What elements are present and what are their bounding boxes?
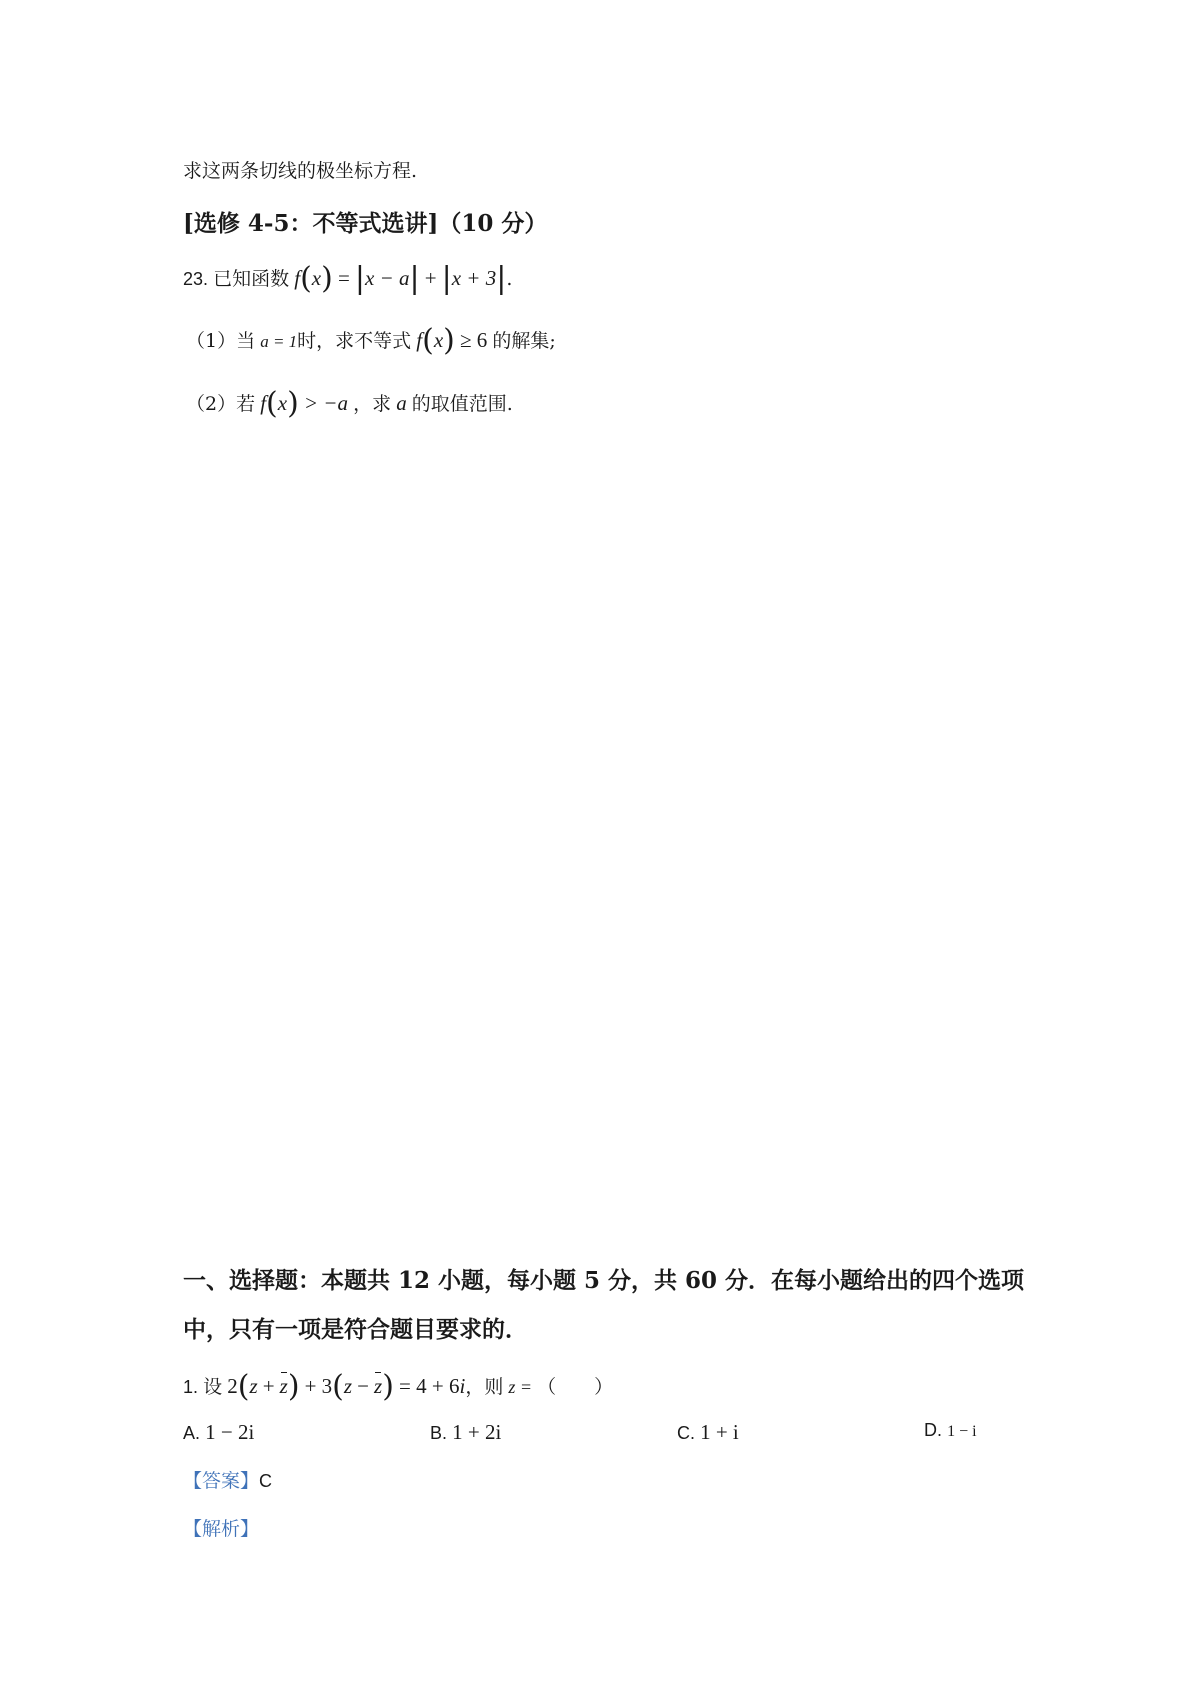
analysis-line [183,1514,259,1541]
question-intro: 已知函数 [213,268,290,290]
math-plus: + [262,1374,275,1398]
question-23-stem: 23. 已知函数 f(x) = |x − a| + |x + 3|. [183,261,513,296]
coef-2: 2 [227,1374,238,1398]
part1-prefix: （1）当 [186,330,256,352]
math-rhs: = 4 + 6 [399,1374,460,1398]
part1-condition: a = 1 [260,332,298,351]
math-z-conjugate: z [374,1374,383,1398]
question-number: 1. [183,1377,199,1397]
text-tangent-lines: 求这两条切线的极坐标方程. [183,160,418,182]
math-plus-2: + [304,1374,317,1398]
math-ask: z = [508,1377,533,1397]
math-end: . [506,268,513,290]
coef-3: 3 [321,1374,333,1398]
part2-prefix: （2）若 [186,393,256,415]
part2-relation: > −a [303,391,348,415]
section-heading-4-5: [选修 4-5：不等式选讲]（10 分） [183,210,548,237]
option-a [183,1420,254,1445]
option-label: D. [924,1420,942,1440]
option-value: 1 + i [700,1420,739,1444]
answer-tag: 【答案】 [183,1470,260,1492]
part1-mid: 时，求不等式 [297,330,412,352]
section-heading-choice-line-1: 一、选择题：本题共 12 小题，每小题 5 分，共 60 分．在每小题给出的四个选项 [183,1267,1025,1294]
math-i: i [459,1374,466,1398]
question-prefix: 设 [203,1376,223,1398]
part2-var: a [396,391,407,415]
section-heading-choice-line-2: 中，只有一项是符合题目要求的． [183,1316,528,1343]
question-suffix: ，则 [465,1376,504,1398]
math-plus: + [424,266,437,290]
answer-paren: （ ） [537,1376,614,1398]
option-label: A. [183,1423,201,1443]
question-23-part-2: （2）若 f(x) > −a ，求 a 的取值范围. [186,386,513,421]
analysis-tag: 【解析】 [183,1518,260,1540]
math-eq: = [337,266,350,290]
math-minus: − [357,1374,369,1398]
math-z: z [343,1374,352,1398]
option-c [677,1420,739,1445]
part2-end: 的取值范围. [411,393,513,415]
math-z-conjugate: z [279,1374,288,1398]
answer-value: C [259,1471,273,1491]
part2-mid: ，求 [353,393,392,415]
math-x: x [433,328,444,352]
question-number: 23. [183,269,209,289]
option-label: C. [677,1423,695,1443]
question-23-part-1: （1）当 a = 1时，求不等式 f(x) ≥ 6 的解集; [186,323,556,358]
abs-term-2: x + 3 [451,266,497,290]
option-value: 1 + 2i [452,1420,502,1444]
math-f: f [416,328,423,352]
part1-end: 的解集; [492,330,556,352]
math-f: f [260,391,267,415]
math-x: x [311,266,322,290]
abs-term-1: x − a [364,266,410,290]
option-value: 1 − 2i [205,1420,255,1444]
math-f: f [294,266,301,290]
option-value: 1 − i [947,1423,977,1440]
math-x: x [277,391,288,415]
part1-relation: ≥ 6 [459,328,488,352]
option-label: B. [430,1423,448,1443]
math-z: z [249,1374,258,1398]
option-b [430,1420,501,1445]
answer-line [183,1466,272,1493]
question-1-stem: 1. 设 2(z + z) + 3(z − z) = 4 + 6i，则 z = （ ） [183,1369,614,1404]
option-d [924,1420,977,1441]
